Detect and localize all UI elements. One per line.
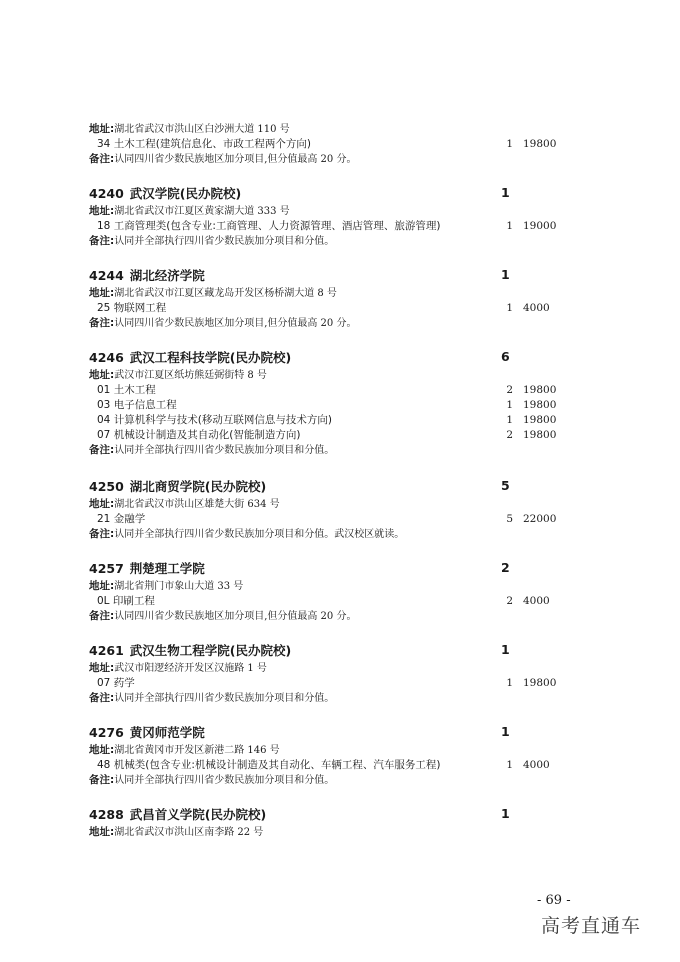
major-name: [97, 412, 332, 428]
major-row: [89, 300, 629, 316]
major-row: [89, 593, 629, 609]
school-header: [89, 265, 629, 285]
address-line: [89, 496, 629, 512]
school-header: [89, 804, 629, 824]
address-line-text: 湖北省武汉市江夏区藏龙岛开发区杨桥湖大道 8 号: [114, 288, 337, 299]
address-line: [89, 660, 629, 676]
note-line: [89, 608, 629, 624]
major-code: 21: [97, 513, 111, 525]
school-name: 武汉工程科技学院(民办院校): [129, 350, 292, 365]
major-row: [89, 427, 629, 443]
address-line-label: 地址:: [89, 205, 115, 217]
note-line-text: 认同并全部执行四川省少数民族加分项目和分值。: [114, 236, 335, 247]
major-title: 物联网工程: [113, 302, 167, 314]
major-code: 07: [97, 429, 111, 441]
major-count: 2: [506, 384, 513, 396]
school-total: 1: [501, 806, 510, 821]
note-line-label: 备注:: [89, 153, 115, 165]
address-line: [89, 203, 629, 219]
note-line: [89, 690, 629, 706]
school-total: 1: [501, 185, 510, 200]
school-total: 1: [501, 724, 510, 739]
note-line-text: 认同四川省少数民族地区加分项目,但分值最高 20 分。: [114, 611, 357, 622]
major-row: [89, 757, 629, 773]
major-fee: 19800: [523, 384, 557, 396]
school-code: 4288: [89, 807, 124, 822]
major-row: [89, 218, 629, 234]
major-row: [89, 412, 629, 428]
major-code: 07: [97, 677, 111, 689]
major-name: [97, 397, 177, 413]
major-title: 印刷工程: [112, 595, 155, 607]
note-line-label: 备注:: [89, 528, 115, 540]
address-line-label: 地址:: [89, 580, 115, 592]
school-code: 4276: [89, 725, 124, 740]
address-line-text: 湖北省武汉市洪山区雄楚大街 634 号: [114, 499, 280, 510]
school-name: 荆楚理工学院: [129, 561, 205, 576]
address-line-text: 湖北省武汉市洪山区南李路 22 号: [114, 827, 264, 838]
note-line-label: 备注:: [89, 444, 115, 456]
address-line-label: 地址:: [89, 826, 115, 838]
school-total: 2: [501, 560, 510, 575]
school-total: 5: [501, 478, 510, 493]
major-fee: 19000: [523, 220, 557, 232]
school-header: [89, 722, 629, 742]
major-count: 1: [506, 220, 513, 232]
major-name: [97, 757, 440, 773]
note-line: [89, 315, 629, 331]
note-line-text: 认同并全部执行四川省少数民族加分项目和分值。: [114, 775, 335, 786]
major-count: 1: [506, 414, 513, 426]
address-line-text: 湖北省武汉市江夏区黄家湖大道 333 号: [114, 206, 290, 217]
major-title: 土木工程(建筑信息化、市政工程两个方向): [113, 138, 311, 150]
school-header: [89, 347, 629, 367]
major-row: [89, 397, 629, 413]
address-line: [89, 121, 629, 137]
major-code: 48: [97, 759, 111, 771]
major-title: 药学: [113, 677, 135, 689]
major-count: 1: [506, 759, 513, 771]
address-line-label: 地址:: [89, 498, 115, 510]
major-name: [97, 136, 311, 152]
major-title: 金融学: [113, 513, 146, 525]
school-code: 4246: [89, 350, 124, 365]
major-name: [97, 511, 145, 527]
page-number: - 69 -: [537, 893, 571, 908]
address-line-text: 武汉市江夏区纸坊熊廷弼街特 8 号: [114, 370, 267, 381]
school-total: 6: [501, 349, 510, 364]
major-row: [89, 511, 629, 527]
note-line: [89, 151, 629, 167]
note-line-text: 认同并全部执行四川省少数民族加分项目和分值。武汉校区就读。: [114, 529, 405, 540]
major-row: [89, 136, 629, 152]
major-fee: 22000: [523, 513, 557, 525]
note-line: [89, 233, 629, 249]
major-row: [89, 675, 629, 691]
major-fee: 19800: [523, 429, 557, 441]
major-code: 03: [97, 399, 111, 411]
address-line-text: 湖北省荆门市象山大道 33 号: [114, 581, 244, 592]
major-name: [97, 218, 440, 234]
major-title: 计算机科学与技术(移动互联网信息与技术方向): [113, 414, 332, 426]
major-name: [97, 593, 155, 609]
address-line-label: 地址:: [89, 744, 115, 756]
major-title: 土木工程: [113, 384, 156, 396]
watermark-text: 高考直通车: [541, 915, 642, 937]
major-name: [97, 675, 135, 691]
major-row: [89, 382, 629, 398]
major-fee: 19800: [523, 399, 557, 411]
major-fee: 19800: [523, 138, 557, 150]
note-line-label: 备注:: [89, 317, 115, 329]
major-code: 18: [97, 220, 111, 232]
address-line-text: 湖北省武汉市洪山区白沙洲大道 110 号: [114, 124, 290, 135]
school-code: 4250: [89, 479, 124, 494]
school-name: 武汉生物工程学院(民办院校): [129, 643, 292, 658]
major-code: 25: [97, 302, 111, 314]
major-fee: 4000: [523, 759, 550, 771]
major-title: 工商管理类(包含专业:工商管理、人力资源管理、酒店管理、旅游管理): [113, 220, 441, 232]
address-line-label: 地址:: [89, 287, 115, 299]
address-line: [89, 367, 629, 383]
major-name: [97, 300, 166, 316]
major-name: [97, 382, 156, 398]
note-line: [89, 526, 629, 542]
address-line-text: 武汉市阳逻经济开发区汉施路 1 号: [114, 663, 267, 674]
school-name: 武汉学院(民办院校): [129, 186, 242, 201]
note-line-label: 备注:: [89, 235, 115, 247]
school-header: [89, 640, 629, 660]
school-code: 4257: [89, 561, 124, 576]
school-header: [89, 476, 629, 496]
school-total: 1: [501, 267, 510, 282]
school-name: 湖北商贸学院(民办院校): [129, 479, 267, 494]
school-code: 4244: [89, 268, 124, 283]
major-count: 1: [506, 677, 513, 689]
note-line-text: 认同并全部执行四川省少数民族加分项目和分值。: [114, 693, 335, 704]
major-count: 2: [506, 595, 513, 607]
note-line-label: 备注:: [89, 692, 115, 704]
address-line: [89, 824, 629, 840]
major-fee: 4000: [523, 595, 550, 607]
note-line: [89, 772, 629, 788]
major-code: 01: [97, 384, 111, 396]
note-line-text: 认同四川省少数民族地区加分项目,但分值最高 20 分。: [114, 154, 357, 165]
major-count: 5: [506, 513, 513, 525]
major-count: 1: [506, 302, 513, 314]
major-code: 04: [97, 414, 111, 426]
school-name: 武昌首义学院(民办院校): [129, 807, 267, 822]
school-total: 1: [501, 642, 510, 657]
major-fee: 19800: [523, 414, 557, 426]
major-code: 34: [97, 138, 111, 150]
major-code: 0L: [97, 595, 110, 607]
address-line-label: 地址:: [89, 369, 115, 381]
major-count: 1: [506, 399, 513, 411]
school-header: [89, 558, 629, 578]
address-line-label: 地址:: [89, 123, 115, 135]
address-line: [89, 742, 629, 758]
address-line-label: 地址:: [89, 662, 115, 674]
note-line-label: 备注:: [89, 610, 115, 622]
school-header: [89, 183, 629, 203]
note-line: [89, 442, 629, 458]
note-line-label: 备注:: [89, 774, 115, 786]
major-title: 机械类(包含专业:机械设计制造及其自动化、车辆工程、汽车服务工程): [113, 759, 441, 771]
address-line: [89, 285, 629, 301]
major-name: [97, 427, 300, 443]
address-line-text: 湖北省黄冈市开发区新港二路 146 号: [114, 745, 280, 756]
major-fee: 4000: [523, 302, 550, 314]
major-fee: 19800: [523, 677, 557, 689]
school-code: 4240: [89, 186, 124, 201]
note-line-text: 认同四川省少数民族地区加分项目,但分值最高 20 分。: [114, 318, 357, 329]
school-name: 湖北经济学院: [129, 268, 205, 283]
major-title: 机械设计制造及其自动化(智能制造方向): [113, 429, 301, 441]
address-line: [89, 578, 629, 594]
major-count: 1: [506, 138, 513, 150]
major-count: 2: [506, 429, 513, 441]
school-name: 黄冈师范学院: [129, 725, 205, 740]
school-code: 4261: [89, 643, 124, 658]
note-line-text: 认同并全部执行四川省少数民族加分项目和分值。: [114, 445, 335, 456]
major-title: 电子信息工程: [113, 399, 177, 411]
